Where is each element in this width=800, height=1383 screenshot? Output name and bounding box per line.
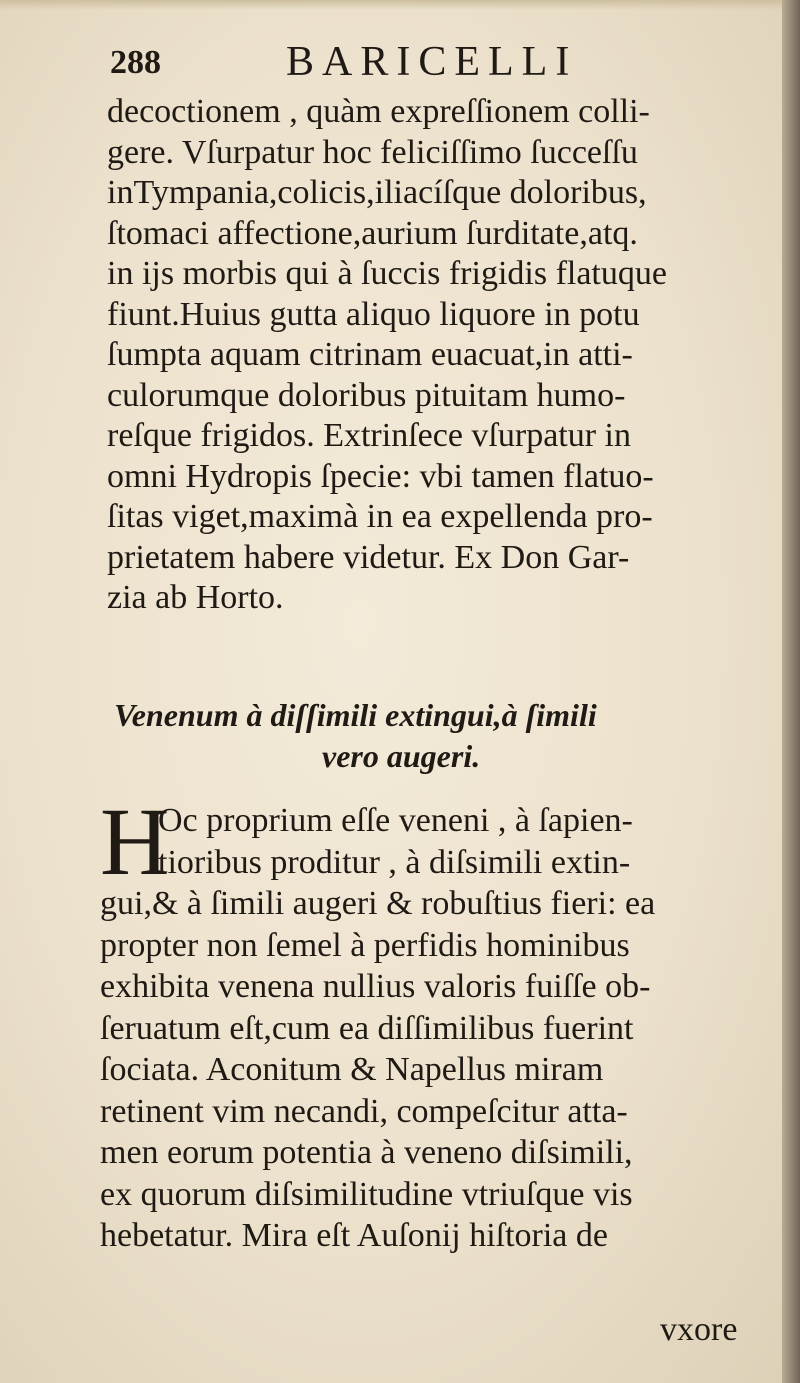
paragraph-1: [107, 92, 767, 619]
text-line: gui,& à ſimili augeri & robuſtius fieri: ea: [100, 885, 656, 922]
text-line: ſitas viget,maximà in ea expellenda pro-: [107, 498, 653, 535]
paragraph-2: [100, 788, 780, 1257]
text-line: zia ab Horto.: [107, 579, 284, 616]
text-line: hebetatur. Mira eſt Auſonij hiſtoria de: [100, 1217, 608, 1254]
text-line: ex quorum diſsimilitudine vtriuſque vis: [100, 1175, 633, 1213]
heading-line-1: Venenum à diſſimili extingui,à ſimili: [114, 697, 597, 733]
text-line: ſeruatum eſt,cum ea diſſimilibus fuerint: [100, 1009, 634, 1047]
text-line: tioribus proditur , à diſsimili extin-: [158, 843, 631, 881]
running-title: BARICELLI: [286, 39, 578, 85]
text-line: inTympania,colicis,iliacíſque doloribus,: [107, 174, 647, 211]
text-line: reſque frigidos. Extrinſece vſurpatur in: [107, 417, 631, 454]
heading-line-2: vero augeri.: [322, 737, 481, 774]
text-line: ſumpta aquam citrinam euacuat,in atti-: [107, 336, 633, 373]
text-line: Oc proprium eſſe veneni , à ſapien-: [158, 802, 633, 839]
text-line: propter non ſemel à perfidis hominibus: [100, 926, 630, 964]
section-heading: [114, 692, 774, 773]
text-line: prietatem habere videtur. Ex Don Gar-: [107, 538, 630, 576]
page-number: 288: [110, 44, 161, 81]
page-binding-edge: [782, 0, 800, 1383]
text-line: exhibita venena nullius valoris fuiſſe ob-: [100, 968, 651, 1005]
running-head: [110, 38, 750, 88]
page-top-edge: [0, 0, 800, 10]
drop-capital: H: [100, 788, 170, 895]
text-line: ſtomaci affectione,aurium ſurditate,atq.: [107, 214, 638, 252]
text-line: in ijs morbis qui à ſuccis frigidis flatuque: [107, 255, 667, 292]
text-line: fiunt.Huius gutta aliquo liquore in potu: [107, 295, 640, 333]
text-line: omni Hydropis ſpecie: vbi tamen flatuo-: [107, 457, 654, 495]
text-line: decoctionem , quàm expreſſionem colli-: [107, 93, 650, 130]
text-line: ſociata. Aconitum & Napellus miram: [100, 1051, 604, 1088]
text-line: retinent vim necandi, compeſcitur atta-: [100, 1092, 628, 1130]
text-line: men eorum potentia à veneno diſsimili,: [100, 1134, 633, 1171]
catchword: vxore: [660, 1311, 738, 1348]
text-line: culorumque doloribus pituitam humo-: [107, 376, 626, 414]
text-line: gere. Vſurpatur hoc feliciſſimo ſucceſſu: [107, 133, 638, 171]
